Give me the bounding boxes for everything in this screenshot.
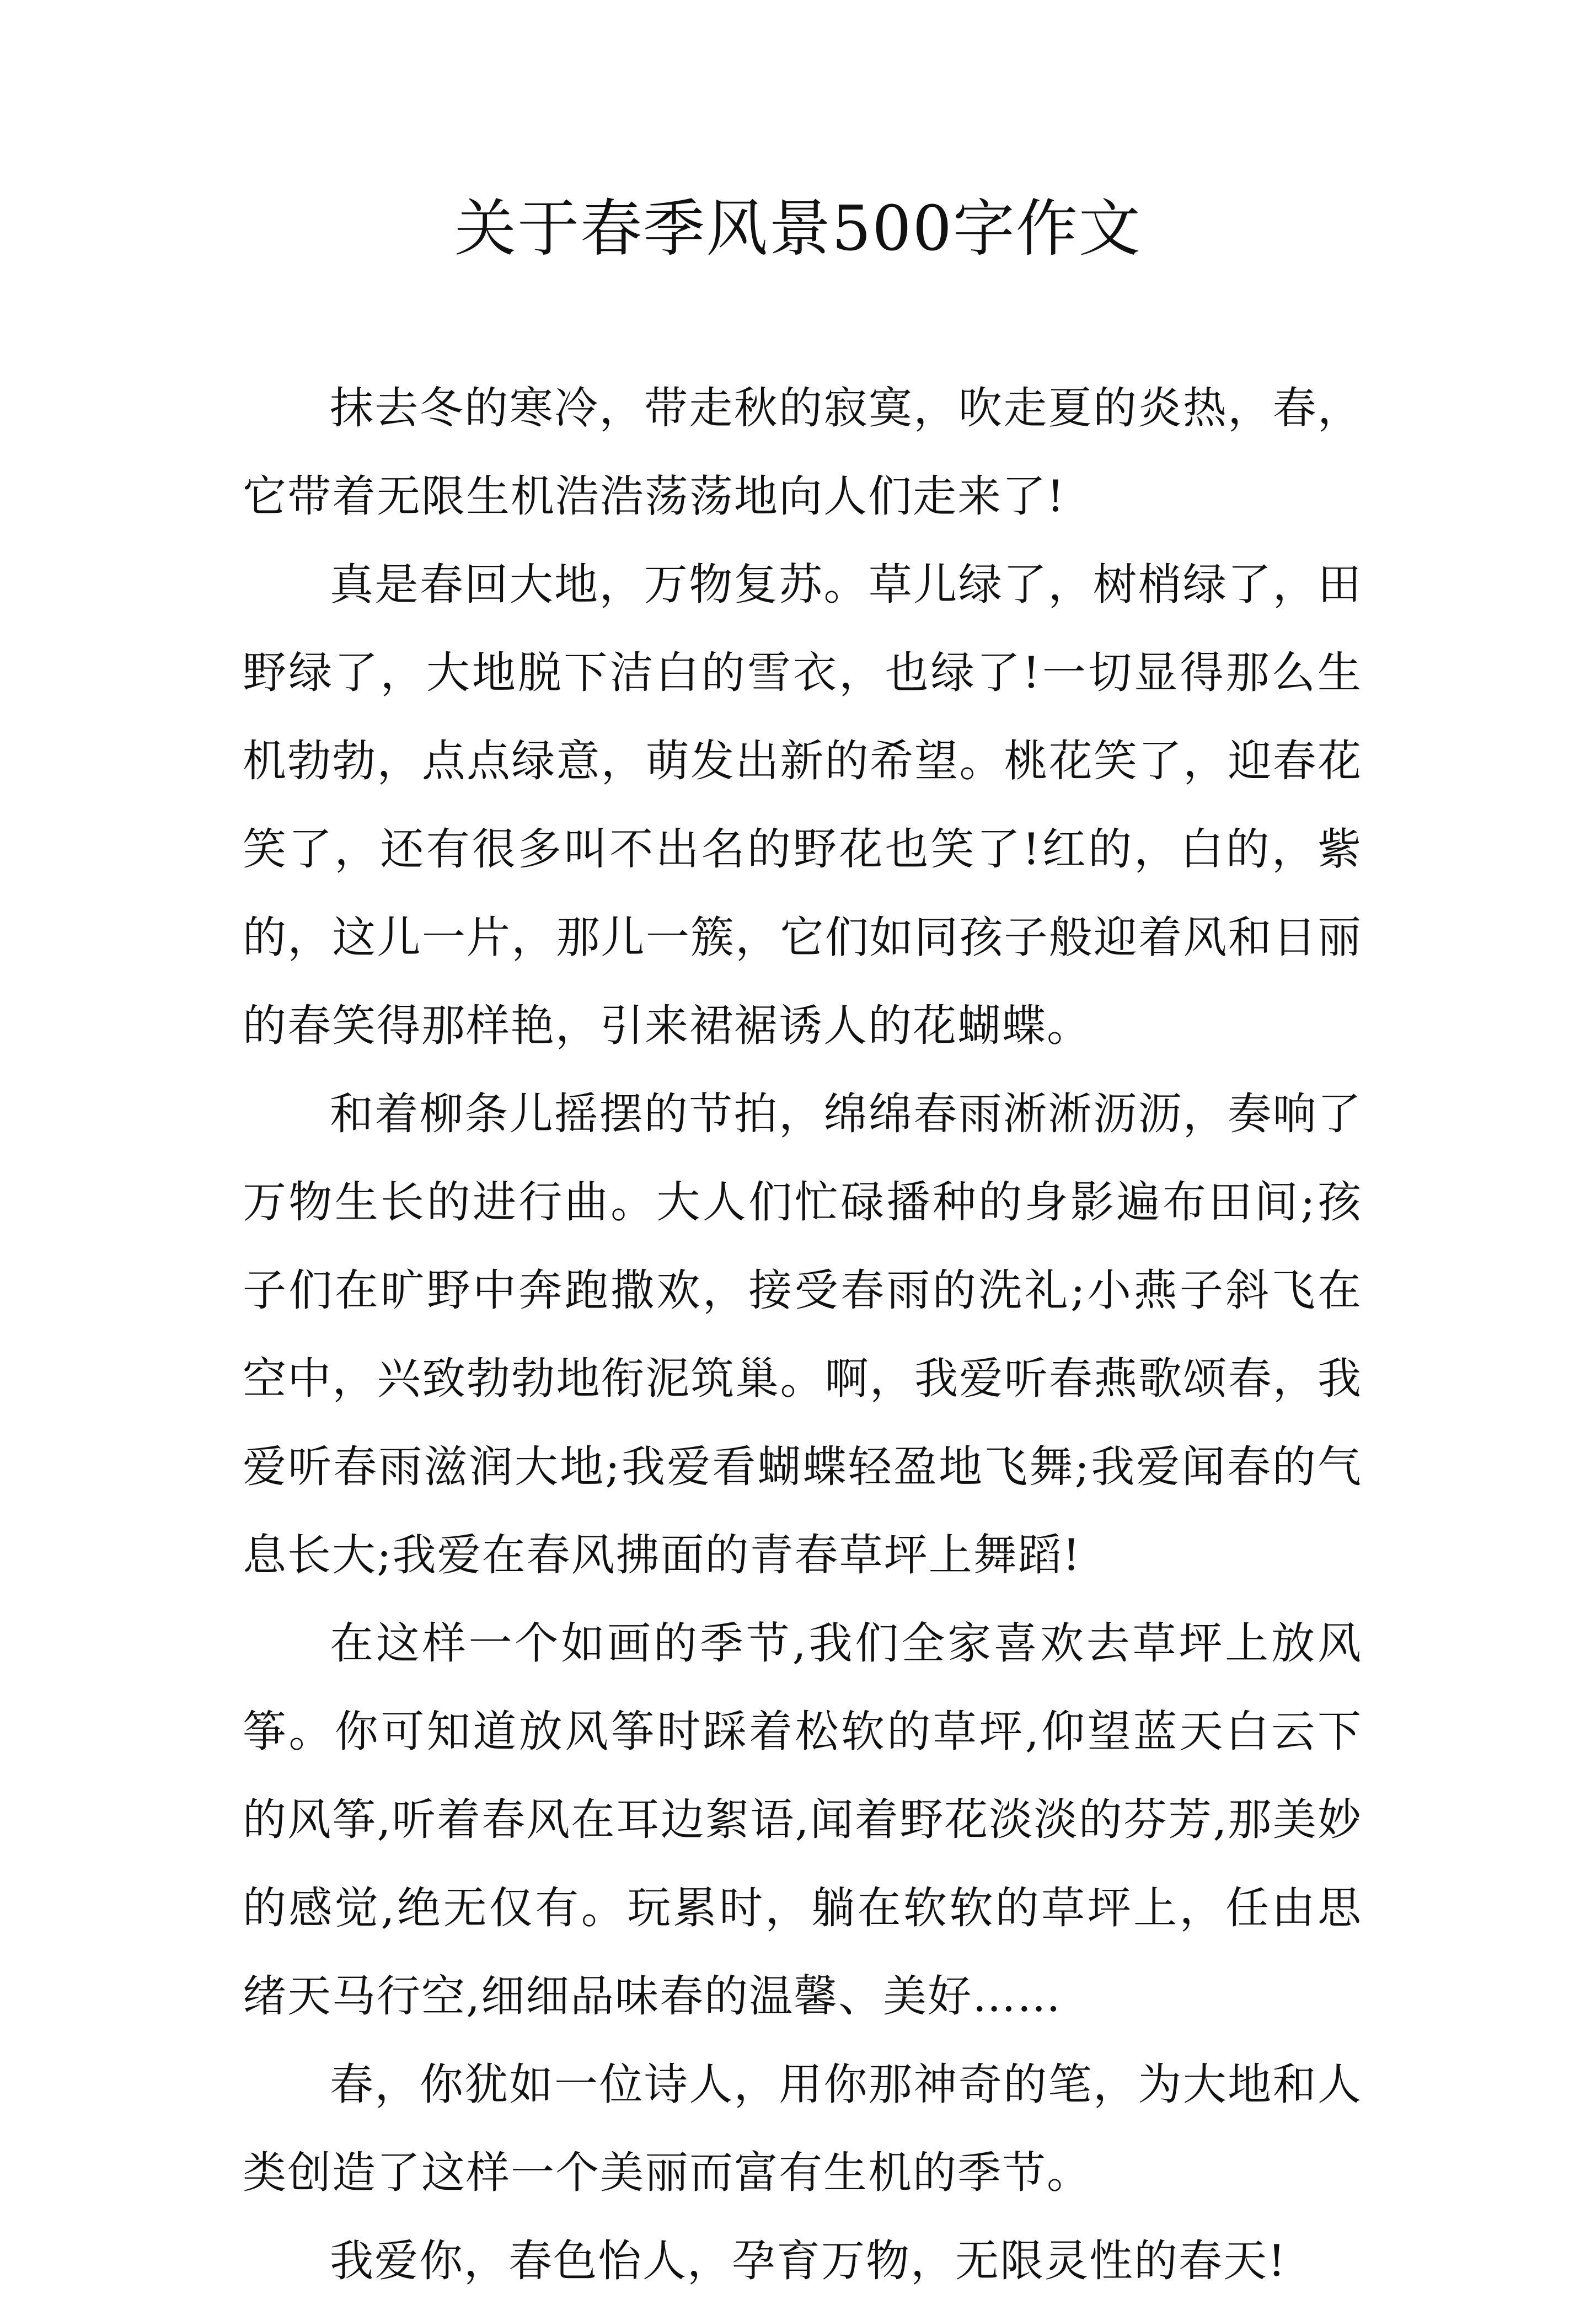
paragraph-4: 在这样一个如画的季节,我们全家喜欢去草坪上放风筝。你可知道放风筝时踩着松软的草坪,仰望蓝天白云下的风筝,听着春风在耳边絮语,闻着野花淡淡的芬芳,那美妙的感觉,绝无仅有。玩累时，躺在软软的草坪上，任由思绪天马行空,细细品味春的温馨、美好…… [243,1618,1362,2022]
paragraph-1: 抹去冬的寒冷，带走秋的寂寞，吹走夏的炎热，春，它带着无限生机浩浩荡荡地向人们走来了! [243,383,1362,522]
paragraph-5: 春，你犹如一位诗人，用你那神奇的笔，为大地和人类创造了这样一个美丽而富有生机的季节。 [243,2059,1362,2198]
paragraph-2: 真是春回大地，万物复苏。草儿绿了，树梢绿了，田野绿了，大地脱下洁白的雪衣，也绿了!一切显得那么生机勃勃，点点绿意，萌发出新的希望。桃花笑了，迎春花笑了，还有很多叫不出名的野花也笑了!红的，白的，紫的，这儿一片，那儿一簇，它们如同孩子般迎着风和日丽的春笑得那样艳，引来裙裾诱人的花蝴蝶。 [243,559,1362,1051]
document-body [243,364,1362,2305]
paragraph-6: 我爱你，春色怡人，孕育万物，无限灵性的春天! [330,2236,1287,2286]
paragraph-3: 和着柳条儿摇摆的节拍，绵绵春雨淅淅沥沥，奏响了万物生长的进行曲。大人们忙碌播种的身影遍布田间;孩子们在旷野中奔跑撒欢，接受春雨的洗礼;小燕子斜飞在空中，兴致勃勃地衔泥筑巢。啊，我爱听春燕歌颂春，我爱听春雨滋润大地;我爱看蝴蝶轻盈地飞舞;我爱闻春的气息长大;我爱在春风拂面的青春草坪上舞蹈! [243,1089,1362,1580]
document-title: 关于春季风景500字作文 [454,193,1142,265]
